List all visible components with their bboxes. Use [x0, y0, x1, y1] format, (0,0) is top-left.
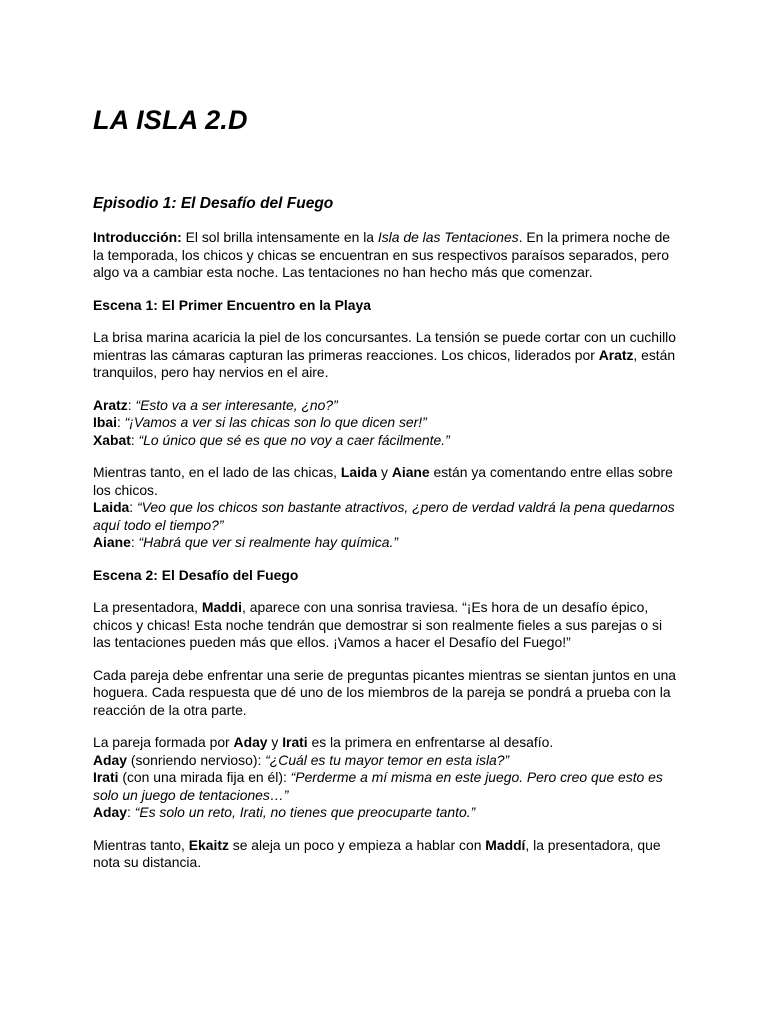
speaker-name: Irati	[93, 769, 119, 785]
narration-line	[93, 734, 683, 752]
speaker-name: Aratz	[93, 396, 128, 413]
scene2-paragraph-4	[93, 837, 683, 872]
scene2-p4-mid: se aleja un poco y empieza a hablar con	[228, 836, 486, 853]
dialogue-quote: “¿Cuál es tu mayor temor en esta isla?”	[265, 751, 510, 768]
document-title: LA ISLA 2.D	[93, 105, 248, 135]
dialogue-quote: “Lo único que sé es que no voy a caer fácilmente.”	[138, 431, 450, 448]
character-name: Ekaitz	[188, 836, 229, 853]
dialogue-quote: “Habrá que ver si realmente hay química.”	[138, 534, 398, 550]
dialogue-quote: “Esto va a ser interesante, ¿no?”	[135, 396, 338, 413]
intro-text-1: El sol brilla intensamente en la	[181, 229, 378, 245]
dialogue-line	[93, 414, 683, 432]
dialogue-line	[93, 499, 683, 534]
character-name: Laida	[340, 464, 378, 480]
narration-line	[93, 464, 683, 499]
character-name: Irati	[282, 734, 308, 750]
character-name: Aday	[233, 734, 268, 750]
dialogue-line	[93, 397, 683, 415]
speaker-name: Xabat	[93, 431, 131, 448]
document-body	[93, 229, 683, 872]
scene2-p3-text: La pareja formada por	[93, 734, 234, 750]
scene2-p3-mid: y	[267, 734, 283, 750]
dialogue-separator: :	[127, 396, 136, 413]
intro-label: Introducción:	[93, 229, 182, 245]
character-name: Aiane	[391, 464, 430, 480]
dialogue-separator: (sonriendo nervioso):	[126, 751, 266, 768]
dialogue-line	[93, 534, 683, 552]
character-name: Maddí	[485, 836, 526, 853]
dialogue-line	[93, 804, 683, 822]
scene1-paragraph-2	[93, 464, 683, 552]
episode-title: Episodio 1: El Desafío del Fuego	[93, 195, 334, 212]
scene2-paragraph-2: Cada pareja debe enfrentar una serie de preguntas picantes mientras se sientan juntos en una hoguera. Cada respuesta que dé uno de los miembros de la pareja se pondrá a prueba con la reacción de la otra parte.	[93, 666, 677, 718]
scene2-paragraph-3	[93, 734, 683, 822]
dialogue-line	[93, 432, 683, 450]
intro-paragraph	[93, 229, 683, 282]
dialogue-quote: “Es solo un reto, Irati, no tienes que preocuparte tanto.”	[134, 804, 476, 820]
scene2-p4-text: Mientras tanto,	[93, 836, 189, 853]
scene2-heading: Escena 2: El Desafío del Fuego	[93, 566, 299, 583]
speaker-name: Aiane	[93, 534, 131, 550]
dialogue-quote: “¡Vamos a ver si las chicas son lo que dicen ser!”	[124, 414, 427, 430]
scene1-p2-mid: y	[377, 464, 392, 480]
character-name: Aratz	[598, 346, 634, 363]
speaker-name: Aday	[93, 804, 127, 820]
dialogue-separator: :	[130, 534, 139, 550]
intro-text-2: . En la primera noche de la temporada, los chicos y chicas se encuentran en sus respectivos paraísos separados, pero algo va a cambiar esta noche. Las tentaciones no han hecho más que comenzar.	[93, 229, 671, 280]
speaker-name: Ibai	[93, 414, 117, 430]
speaker-name: Aday	[93, 751, 127, 768]
scene2-p1-text: La presentadora,	[93, 599, 202, 615]
dialogue-line	[93, 752, 683, 770]
show-name: Isla de las Tentaciones	[377, 229, 519, 245]
scene2-p3-end: es la primera en enfrentarse al desafío.	[307, 734, 554, 750]
dialogue-line	[93, 769, 683, 804]
dialogue-quote: “Veo que los chicos son bastante atractivos, ¿pero de verdad valdrá la pena quedarnos aquí todo el tiempo?”	[93, 499, 675, 533]
character-name: Maddi	[201, 599, 243, 615]
dialogue-separator: :	[130, 431, 139, 448]
scene1-p1-end: , están tranquilos, pero hay nervios en el aire.	[93, 346, 676, 380]
scene1-p2-text: Mientras tanto, en el lado de las chicas,	[93, 464, 341, 480]
dialogue-quote: “Perderme a mí misma en este juego. Pero creo que esto es solo un juego de tentaciones…”	[93, 769, 663, 803]
scene2-p4-end: , la presentadora, que nota su distancia.	[93, 836, 661, 870]
dialogue-separator: :	[129, 499, 137, 515]
scene2-p1-end: , aparece con una sonrisa traviesa. “¡Es hora de un desafío épico, chicos y chicas! Esta noche tendrán que demostrar si son realmente fieles a sus parejas o si las tentaciones pueden más que ellos. ¡Vamos a hacer el Desafío del Fuego!”	[93, 599, 663, 650]
speaker-name: Laida	[93, 499, 130, 515]
scene2-paragraph-1	[93, 599, 683, 652]
scene1-paragraph-1	[93, 329, 683, 382]
scene1-p2-end: están ya comentando entre ellas sobre los chicos.	[93, 464, 673, 498]
dialogue-separator: :	[126, 804, 135, 820]
dialogue-separator: :	[116, 414, 125, 430]
scene1-heading: Escena 1: El Primer Encuentro en la Playa	[93, 296, 371, 313]
scene1-dialogue-1	[93, 397, 683, 450]
dialogue-separator: (con una mirada fija en él):	[118, 769, 291, 785]
scene1-p1-text: La brisa marina acaricia la piel de los concursantes. La tensión se puede cortar con un cuchillo mientras las cámaras capturan las primeras reacciones. Los chicos, liderados por	[93, 329, 676, 363]
